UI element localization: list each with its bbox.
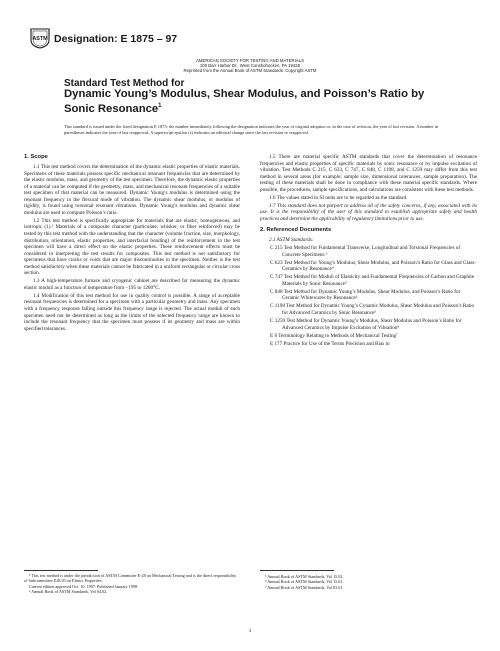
footnotes-right xyxy=(260,574,476,590)
right-column xyxy=(260,154,477,349)
footnote-1: ¹ This test method is under the jurisdiction of ASTM Committee E-28 on Mechanical Testing and is the direct responsibility of Subcommittee E28.03 on Elastic Properties. xyxy=(24,573,237,584)
reference-c747: C 747 Test Method for Moduli of Elasticity and Fundamental Frequencies of Carbon and Graphite Materials by Sonic Resonance⁵ xyxy=(270,274,475,287)
reference-c848: C 848 Test Method for Dynamic Young’s Modulus, Shear Modulus, and Poisson’s Ratio for Ceramic Whitewares by Resonance³ xyxy=(270,288,461,302)
scope-heading: 1. Scope xyxy=(24,154,48,160)
paragraph-1-3: 1.3 A high-temperature furnace and cryogenic cabinet are described for measuring the dynamic elastic moduli as a function of temperature from −195 to 1200°C. xyxy=(24,278,240,291)
footnotes-left xyxy=(24,573,240,594)
reference-c1259: C 1259 Test Method for Dynamic Young’s Modulus, Shear Modulus and Poisson’s Ratio for Advanced Ceramics by Impulse Excitation of Vibration⁶ xyxy=(270,317,462,331)
publisher-info xyxy=(156,58,344,74)
title-line-2 xyxy=(64,89,444,115)
title-main-text: Dynamic Young’s Modulus, Shear Modulus, and Poisson’s Ratio by Sonic Resonance xyxy=(64,88,425,115)
referenced-documents-heading: 2. Referenced Documents xyxy=(260,227,332,234)
reference-c623: C 623 Test Method for Young’s Modulus, Shear Modulus, and Poisson’s Ratio for Glass and Glass-Ceramics by Resonance⁴ xyxy=(270,259,477,273)
footnote-rule-left xyxy=(24,570,98,571)
reference-e177: E 177 Practice for Use of the Terms Precision and Bias in xyxy=(270,340,390,347)
footnote-6: ⁶ Annual Book of ASTM Standards, Vol 15.01. xyxy=(265,579,344,585)
title-line-1: Standard Test Method for xyxy=(64,78,185,89)
paragraph-1-1: 1.1 This test method covers the determination of the dynamic elastic properties of elastic materials. Specimens of these materials possess specific mechanical resonant frequencies that are determined by the elastic modulus, mass, and geometry of the test specimen. Therefore, the dynamic elastic properties of a material can be computed if the geometry, mass, and mechanical resonant frequencies of a suitable test specimen of that material can be measured. Dynamic Young’s modulus is determined using the resonant frequency in the flexural mode of vibration. The dynamic shear modulus, or modulus of rigidity, is found using torsional resonant vibrations. Dynamic Young’s modulus and dynamic shear modulus are used to compute Poisson’s ratio. xyxy=(24,164,240,216)
footnote-rule-right xyxy=(260,570,334,571)
footnote-5: ⁵ Annual Book of ASTM Standards, Vol 15.02. xyxy=(265,574,344,579)
paragraph-1-2: 1.2 This test method is specifically appropriate for materials that are elastic, homogeneous, and isotropic (1).² Materials of a composite character (particulate, whisker, or fiber reinforced) may be tested by this test method with the understanding that the character (volume fraction, size, morphology, distribution, orientation, elastic properties, and interfacial bonding) of the reinforcement in the test specimen will have a direct effect on the elastic properties. These reinforcement effects must be considered in interpreting the test results for composites. This test method is not satisfactory for specimens that have cracks or voids that are major discontinuities in the specimen. Neither is the test method satisfactory when these materials cannot be fabricated in a uniform rectangular or circular cross section. xyxy=(24,217,240,277)
footnote-edition: Current edition approved Oct. 10, 1997. Published January 1998. xyxy=(29,583,139,589)
reference-e6: E 6 Terminology Relating to Methods of Mechanical Testing⁷ xyxy=(270,332,398,339)
publisher-line: 100 Barr Harbor Dr., West Conshohocken, PA 19428 xyxy=(199,63,301,69)
title-footnote-mark: 1 xyxy=(158,102,162,109)
svg-text:ASTM: ASTM xyxy=(32,36,48,42)
reference-c1198: C 1198 Test Method for Dynamic Young’s Cynamic Modulus, Shear Modulus and Poisson’s Ratio for Advanced Ceramics by Sonic Resonance⁶ xyxy=(270,303,475,316)
page-number: 1 xyxy=(248,628,252,634)
footnote-2: ² Annual Book of ASTM Standards, Vol 04.02. xyxy=(29,588,108,594)
paragraph-1-5: 1.5 There are material specific ASTM standards that cover the determination of resonance frequencies and elastic properties of specific materials by sonic resonance or by impulse excitation of vibration. Test Methods C 215, C 623, C 747, C 848, C 1198, and C 1259 may differ from this test method in several areas (for example; sample size, dimensional tolerances, sample preparation). The testing of these materials shall be done in compliance with these material specific standards. Where possible, the procedures, sample specifications, and calculations are consistent with these test methods. xyxy=(260,154,477,193)
standard-title xyxy=(64,78,444,115)
reference-c215: C 215 Test Method for Fundamental Transverse, Longitudinal and Torsional Frequencies of Concrete Specimens ³ xyxy=(270,245,461,258)
publisher-line: Reprinted from the Annual Book of ASTM Standards. Copyright ASTM xyxy=(183,68,317,74)
paragraph-1-7-safety: 1.7 This standard does not purport to address all of the safety concerns, if any, associated with its use. It is the responsibility of the user of this standard to establish appropriate safety and health practices and determine the applicability of regulatory limitations prior to use. xyxy=(260,202,477,222)
publisher-line: AMERICAN SOCIETY FOR TESTING AND MATERIALS xyxy=(196,58,304,63)
astm-standards-label: 2.1 ASTM Standards: xyxy=(269,237,314,244)
issue-note: This standard is issued under the fixed designation E 1875; the number immediately following the designation indicates the year of original adoption or, in the case of revision, the year of last revision. A number in parentheses indicates the year of last reapproval. A superscript epsilon (ε) indicates an editorial change since the last revision or reapproval. xyxy=(64,124,439,135)
paragraph-1-4: 1.4 Modification of this test method for use in quality control is possible. A range of acceptable resonant frequencies is determined for a specimen with a particular geometry and mass. Any specimen with a frequency response falling outside this frequency range is rejected. The actual moduli of each specimen need not be determined as long as the limits of the selected frequency range are known to include the resonant frequency that the specimen must possess if its geometry and mass are within specified tolerances. xyxy=(24,292,240,332)
astm-logo xyxy=(30,27,50,49)
paragraph-1-6: 1.6 The values stated in SI units are to be regarded as the standard. xyxy=(269,194,408,201)
designation: Designation: E 1875 – 97 xyxy=(54,33,178,45)
footnote-7: ⁷ Annual Book of ASTM Standards, Vol 03.01. xyxy=(265,584,344,590)
left-column xyxy=(24,154,240,334)
